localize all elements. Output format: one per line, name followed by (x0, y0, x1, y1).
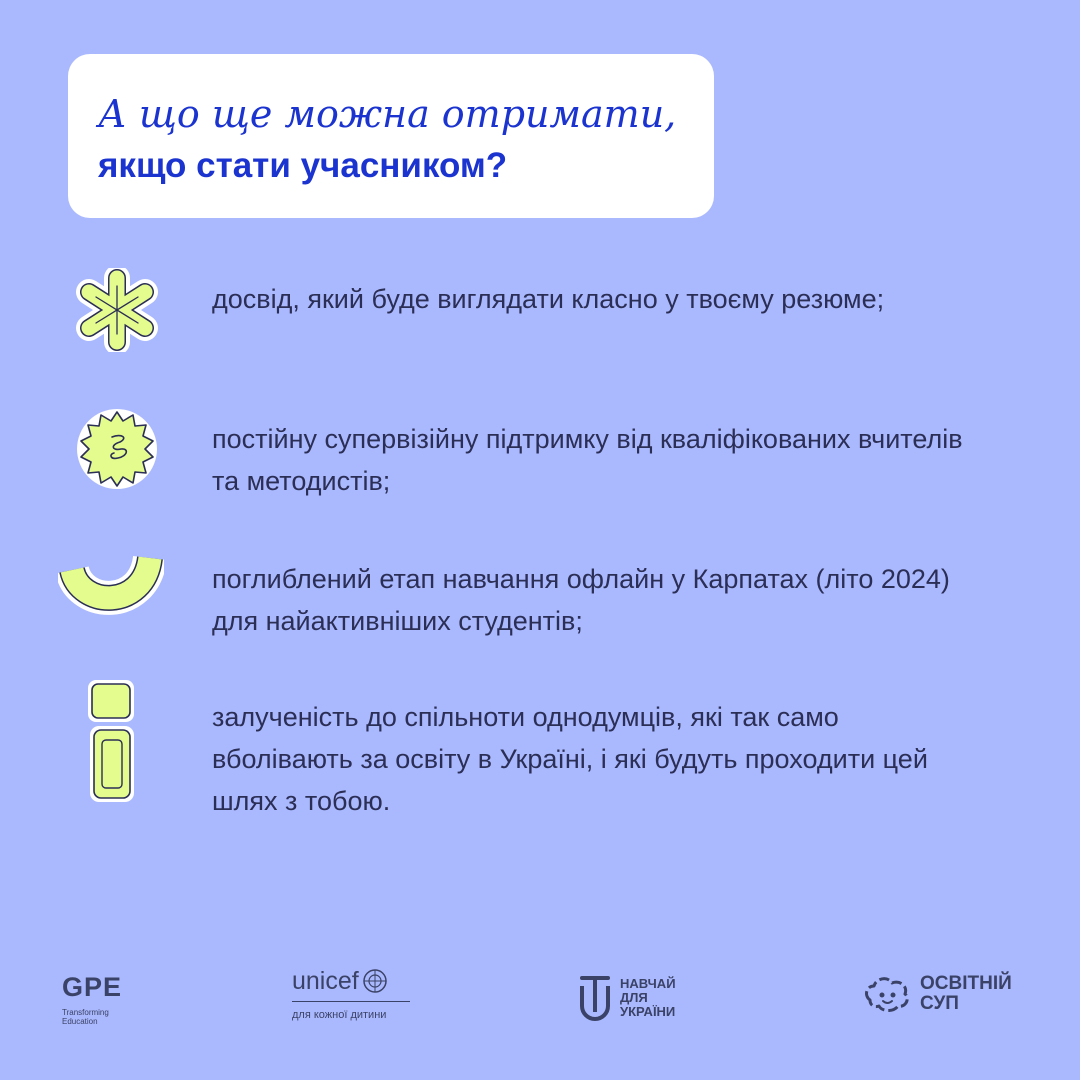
unicef-tagline: для кожної дитини (292, 1009, 387, 1021)
osvitniy-sup-emblem-icon (862, 974, 912, 1014)
asterisk-sticker-icon (72, 268, 162, 352)
osvitniy-sup-logo (862, 974, 1032, 1014)
title-card (68, 54, 714, 218)
arc-sticker-icon (58, 540, 164, 620)
teach-for-ukraine-logo (578, 974, 708, 1022)
osvitniy-sup-line-1: ОСВІТНІЙ (920, 973, 1012, 994)
osvitniy-sup-line-2: СУП (920, 993, 959, 1014)
unicef-logo (292, 966, 422, 1022)
teach-for-ukraine-line-2: ДЛЯ (620, 990, 648, 1005)
teach-for-ukraine-line-1: НАВЧАЙ (620, 976, 676, 991)
benefit-text-3: поглиблений етап навчання офлайн у Карпатах (літо 2024) для найактивніших студентів; (212, 564, 950, 636)
teach-for-ukraine-line-3: УКРАЇНИ (620, 1004, 676, 1019)
title-line-2: якщо стати учасником? (98, 146, 508, 185)
un-emblem-icon (362, 968, 388, 994)
gpe-logo (62, 972, 142, 1026)
unicef-wordmark: unicef (292, 967, 359, 995)
teach-for-ukraine-emblem-icon (578, 974, 612, 1022)
title-line-1: А що ще можна отримати, (98, 92, 677, 136)
benefit-text-4: залученість до спільноти однодумців, які так само вболівають за освіту в Україні, і які будуть проходити цей шлях з тобою. (212, 702, 928, 816)
gpe-logo-name: GPE (62, 972, 123, 1002)
gpe-logo-subtitle-1: Transforming (62, 1008, 109, 1017)
benefit-text-1: досвід, який буде виглядати класно у твоєму резюме; (212, 284, 885, 314)
benefit-text-2: постійну супервізійну підтримку від кваліфікованих вчителів та методистів; (212, 424, 963, 496)
letter-i-sticker-icon (80, 676, 148, 804)
gpe-logo-subtitle-2: Education (62, 1017, 98, 1026)
wavy-badge-sticker-icon (72, 404, 162, 494)
